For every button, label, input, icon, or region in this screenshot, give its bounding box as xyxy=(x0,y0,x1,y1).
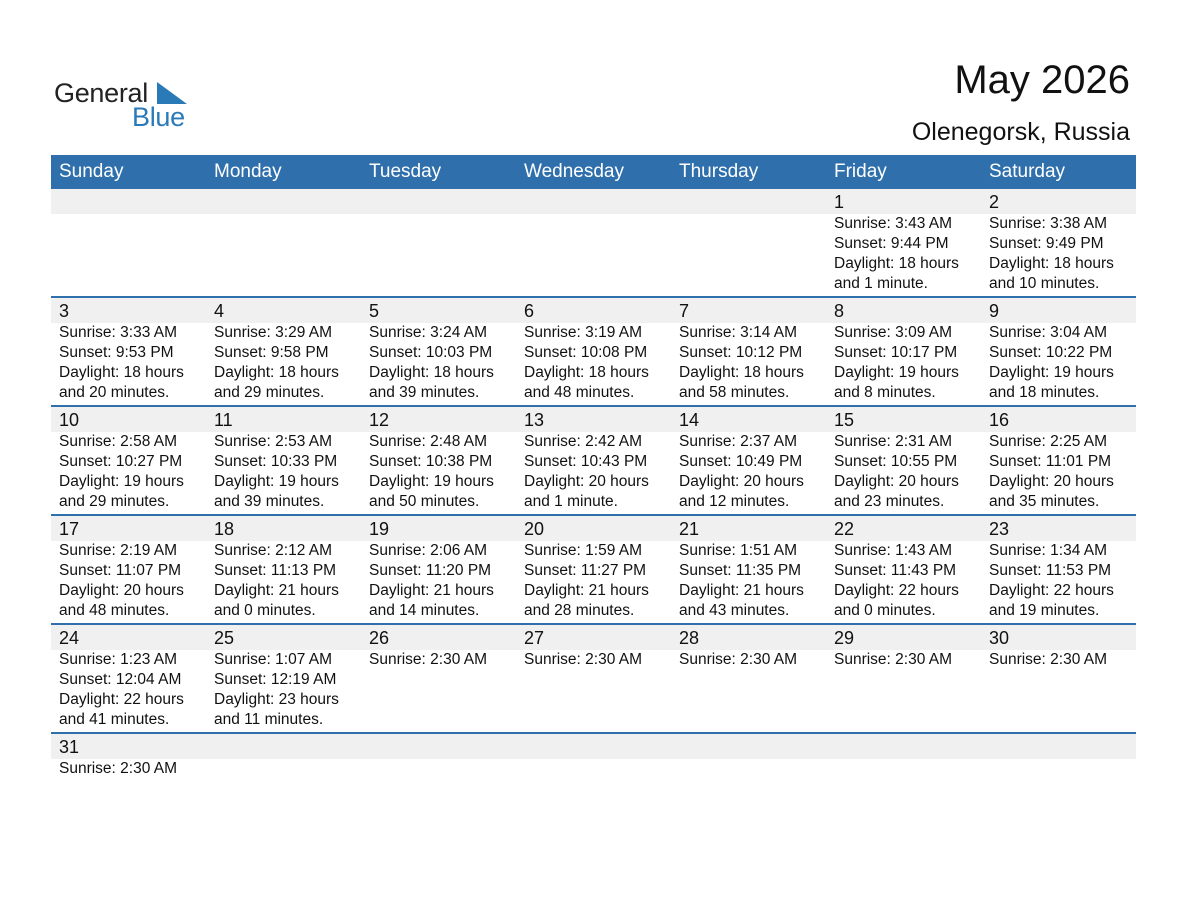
day-detail-line: Sunrise: 3:43 AM xyxy=(834,215,953,232)
day-cell xyxy=(361,625,516,730)
day-detail-line: and 10 minutes. xyxy=(989,275,1100,292)
day-detail-line: Daylight: 19 hours xyxy=(834,364,959,381)
logo-word-blue: Blue xyxy=(132,102,185,132)
day-number: 13 xyxy=(524,410,545,430)
day-detail-line: Sunset: 11:07 PM xyxy=(59,562,182,579)
day-detail-line: Daylight: 18 hours xyxy=(214,364,339,381)
day-detail-line: Daylight: 18 hours xyxy=(989,255,1114,272)
day-cell xyxy=(826,407,981,512)
day-detail-line: Sunrise: 2:30 AM xyxy=(524,651,643,668)
day-detail-line: and 35 minutes. xyxy=(989,493,1100,510)
day-cell xyxy=(826,625,981,730)
day-number: 19 xyxy=(369,519,390,539)
day-cell xyxy=(826,189,981,294)
empty-day-cell xyxy=(516,189,671,294)
day-cell xyxy=(516,516,671,621)
day-detail-line: Daylight: 22 hours xyxy=(989,582,1114,599)
day-cell xyxy=(51,734,206,779)
day-detail-line: Sunset: 11:43 PM xyxy=(834,562,957,579)
day-detail-line: Sunrise: 3:14 AM xyxy=(679,324,798,341)
week-row xyxy=(51,625,1136,734)
week-days xyxy=(51,734,1136,779)
day-cell xyxy=(981,407,1136,512)
empty-day-cell xyxy=(51,189,206,294)
weekday-thursday: Thursday xyxy=(679,161,759,182)
day-detail-line: and 20 minutes. xyxy=(59,384,170,401)
day-detail-line: Sunset: 9:58 PM xyxy=(214,344,329,361)
day-number: 18 xyxy=(214,519,235,539)
day-number: 1 xyxy=(834,192,845,212)
day-detail-line: Daylight: 23 hours xyxy=(214,691,339,708)
day-detail-line: Daylight: 18 hours xyxy=(59,364,184,381)
weekday-header xyxy=(51,155,1136,189)
day-detail-line: Sunrise: 2:30 AM xyxy=(369,651,488,668)
day-detail-line: Sunset: 12:19 AM xyxy=(214,671,337,688)
day-detail-line: and 58 minutes. xyxy=(679,384,790,401)
day-number: 6 xyxy=(524,301,535,321)
day-detail-line: Sunrise: 1:59 AM xyxy=(524,542,643,559)
day-detail-line: Daylight: 21 hours xyxy=(679,582,804,599)
day-number: 5 xyxy=(369,301,380,321)
day-cell xyxy=(826,516,981,621)
day-number: 11 xyxy=(214,410,233,430)
day-detail-line: Sunrise: 1:34 AM xyxy=(989,542,1108,559)
day-detail-line: Sunset: 10:17 PM xyxy=(834,344,958,361)
day-number: 30 xyxy=(989,628,1010,648)
day-detail-line: and 29 minutes. xyxy=(59,493,170,510)
day-detail-line: Sunrise: 1:43 AM xyxy=(834,542,953,559)
weekday-sunday: Sunday xyxy=(59,161,124,182)
month-title: May 2026 xyxy=(954,58,1130,102)
day-number: 9 xyxy=(989,301,1000,321)
day-cell xyxy=(361,516,516,621)
day-cell xyxy=(516,298,671,403)
empty-day-cell xyxy=(206,734,361,779)
day-detail-line: Sunrise: 2:30 AM xyxy=(834,651,953,668)
day-detail-line: and 39 minutes. xyxy=(369,384,480,401)
day-detail-line: Sunrise: 2:37 AM xyxy=(679,433,798,450)
day-detail-line: and 1 minute. xyxy=(524,493,618,510)
empty-day-cell xyxy=(361,189,516,294)
empty-day-cell xyxy=(361,734,516,779)
day-number: 14 xyxy=(679,410,700,430)
day-detail-line: and 8 minutes. xyxy=(834,384,936,401)
week-days xyxy=(51,298,1136,403)
day-detail-line: and 23 minutes. xyxy=(834,493,945,510)
day-detail-line: Daylight: 21 hours xyxy=(524,582,649,599)
week-row xyxy=(51,516,1136,625)
brand-logo xyxy=(54,76,204,136)
day-number: 15 xyxy=(834,410,855,430)
day-number: 16 xyxy=(989,410,1010,430)
day-detail-line: Sunrise: 2:30 AM xyxy=(59,760,178,777)
day-cell xyxy=(206,516,361,621)
day-detail-line: and 43 minutes. xyxy=(679,602,790,619)
day-detail-line: Sunrise: 2:58 AM xyxy=(59,433,178,450)
week-row xyxy=(51,189,1136,298)
empty-day-cell xyxy=(206,189,361,294)
week-days xyxy=(51,407,1136,512)
weekday-tuesday: Tuesday xyxy=(369,161,442,182)
day-detail-line: Sunrise: 2:42 AM xyxy=(524,433,643,450)
weekday-friday: Friday xyxy=(834,161,887,182)
day-detail-line: and 41 minutes. xyxy=(59,711,170,728)
empty-day-cell xyxy=(671,189,826,294)
day-cell xyxy=(981,298,1136,403)
day-detail-line: Daylight: 22 hours xyxy=(834,582,959,599)
empty-day-cell xyxy=(981,734,1136,779)
day-detail-line: and 11 minutes. xyxy=(214,711,324,728)
day-number: 22 xyxy=(834,519,855,539)
day-cell xyxy=(51,516,206,621)
week-days xyxy=(51,625,1136,730)
day-cell xyxy=(671,407,826,512)
day-cell xyxy=(981,625,1136,730)
day-detail-line: and 29 minutes. xyxy=(214,384,325,401)
day-cell xyxy=(826,298,981,403)
day-detail-line: and 1 minute. xyxy=(834,275,928,292)
day-number: 24 xyxy=(59,628,80,648)
day-detail-line: Daylight: 21 hours xyxy=(369,582,494,599)
day-cell xyxy=(51,625,206,730)
day-detail-line: Daylight: 18 hours xyxy=(679,364,804,381)
week-row xyxy=(51,734,1136,834)
day-detail-line: Daylight: 19 hours xyxy=(989,364,1114,381)
day-cell xyxy=(516,625,671,730)
day-cell xyxy=(361,407,516,512)
day-detail-line: Daylight: 20 hours xyxy=(59,582,184,599)
day-detail-line: Sunset: 10:03 PM xyxy=(369,344,493,361)
day-cell xyxy=(981,516,1136,621)
week-row xyxy=(51,298,1136,407)
day-cell xyxy=(206,407,361,512)
empty-day-cell xyxy=(516,734,671,779)
day-number: 29 xyxy=(834,628,855,648)
day-detail-line: Sunrise: 3:24 AM xyxy=(369,324,488,341)
day-number: 12 xyxy=(369,410,390,430)
day-detail-line: Daylight: 21 hours xyxy=(214,582,339,599)
day-detail-line: Sunrise: 2:53 AM xyxy=(214,433,333,450)
day-detail-line: Sunrise: 2:12 AM xyxy=(214,542,333,559)
day-detail-line: Sunset: 10:12 PM xyxy=(679,344,803,361)
empty-day-cell xyxy=(826,734,981,779)
day-detail-line: Daylight: 18 hours xyxy=(369,364,494,381)
day-cell xyxy=(671,298,826,403)
day-detail-line: Sunrise: 3:29 AM xyxy=(214,324,333,341)
day-cell xyxy=(51,407,206,512)
day-number: 21 xyxy=(679,519,700,539)
weekday-wednesday: Wednesday xyxy=(524,161,624,182)
day-detail-line: Daylight: 19 hours xyxy=(59,473,184,490)
day-number: 28 xyxy=(679,628,700,648)
day-detail-line: Sunrise: 3:19 AM xyxy=(524,324,643,341)
day-number: 23 xyxy=(989,519,1010,539)
day-detail-line: Daylight: 20 hours xyxy=(679,473,804,490)
day-detail-line: and 18 minutes. xyxy=(989,384,1100,401)
day-cell xyxy=(361,298,516,403)
day-number: 25 xyxy=(214,628,235,648)
day-detail-line: Sunrise: 2:30 AM xyxy=(679,651,798,668)
day-detail-line: and 19 minutes. xyxy=(989,602,1100,619)
day-number: 17 xyxy=(59,519,80,539)
day-cell xyxy=(671,625,826,730)
day-detail-line: Sunrise: 1:23 AM xyxy=(59,651,178,668)
day-detail-line: Daylight: 18 hours xyxy=(834,255,959,272)
day-cell xyxy=(981,189,1136,294)
day-detail-line: Sunset: 9:49 PM xyxy=(989,235,1104,252)
day-detail-line: Sunrise: 3:09 AM xyxy=(834,324,953,341)
day-detail-line: and 39 minutes. xyxy=(214,493,325,510)
day-detail-line: Sunset: 10:08 PM xyxy=(524,344,648,361)
day-detail-line: and 28 minutes. xyxy=(524,602,635,619)
day-detail-line: Sunrise: 2:19 AM xyxy=(59,542,178,559)
week-days xyxy=(51,516,1136,621)
day-number: 8 xyxy=(834,301,845,321)
day-number: 3 xyxy=(59,301,70,321)
day-detail-line: Daylight: 19 hours xyxy=(214,473,339,490)
day-detail-line: Sunset: 11:53 PM xyxy=(989,562,1112,579)
day-detail-line: Daylight: 20 hours xyxy=(524,473,649,490)
day-detail-line: Sunset: 10:38 PM xyxy=(369,453,493,470)
day-detail-line: Sunrise: 3:04 AM xyxy=(989,324,1108,341)
day-detail-line: Sunset: 11:13 PM xyxy=(214,562,337,579)
day-cell xyxy=(51,298,206,403)
week-days xyxy=(51,189,1136,294)
day-number: 31 xyxy=(59,737,80,757)
day-cell xyxy=(206,298,361,403)
weekday-saturday: Saturday xyxy=(989,161,1066,182)
day-detail-line: Sunset: 9:53 PM xyxy=(59,344,174,361)
day-detail-line: Daylight: 18 hours xyxy=(524,364,649,381)
day-detail-line: and 48 minutes. xyxy=(59,602,170,619)
day-detail-line: Sunrise: 2:25 AM xyxy=(989,433,1108,450)
day-detail-line: Daylight: 20 hours xyxy=(834,473,959,490)
day-detail-line: Sunrise: 1:07 AM xyxy=(214,651,333,668)
day-detail-line: Sunrise: 2:31 AM xyxy=(834,433,953,450)
day-detail-line: Daylight: 20 hours xyxy=(989,473,1114,490)
empty-day-cell xyxy=(671,734,826,779)
day-detail-line: Sunset: 12:04 AM xyxy=(59,671,182,688)
day-detail-line: Daylight: 19 hours xyxy=(369,473,494,490)
day-detail-line: Sunrise: 2:30 AM xyxy=(989,651,1108,668)
logo-triangle-icon xyxy=(157,82,187,104)
day-cell xyxy=(516,407,671,512)
day-number: 10 xyxy=(59,410,80,430)
day-detail-line: Sunrise: 3:38 AM xyxy=(989,215,1108,232)
day-detail-line: and 12 minutes. xyxy=(679,493,790,510)
day-detail-line: Sunset: 11:01 PM xyxy=(989,453,1112,470)
week-row xyxy=(51,407,1136,516)
calendar-grid xyxy=(51,189,1136,834)
day-detail-line: Sunrise: 2:06 AM xyxy=(369,542,488,559)
day-detail-line: Sunset: 11:35 PM xyxy=(679,562,802,579)
day-number: 27 xyxy=(524,628,545,648)
day-detail-line: Sunset: 10:55 PM xyxy=(834,453,958,470)
day-cell xyxy=(671,516,826,621)
day-detail-line: Sunrise: 1:51 AM xyxy=(679,542,798,559)
day-detail-line: Sunset: 10:49 PM xyxy=(679,453,803,470)
day-detail-line: Sunset: 10:27 PM xyxy=(59,453,183,470)
day-detail-line: and 0 minutes. xyxy=(834,602,936,619)
location-subtitle: Olenegorsk, Russia xyxy=(911,118,1130,146)
day-detail-line: Sunrise: 2:48 AM xyxy=(369,433,488,450)
logo-word-general: General xyxy=(54,78,148,108)
weekday-monday: Monday xyxy=(214,161,282,182)
day-number: 7 xyxy=(679,301,690,321)
day-detail-line: and 48 minutes. xyxy=(524,384,635,401)
day-number: 4 xyxy=(214,301,225,321)
day-detail-line: Sunset: 10:33 PM xyxy=(214,453,338,470)
day-detail-line: Sunset: 10:22 PM xyxy=(989,344,1113,361)
day-detail-line: Sunset: 11:27 PM xyxy=(524,562,647,579)
day-number: 26 xyxy=(369,628,390,648)
day-detail-line: and 50 minutes. xyxy=(369,493,480,510)
day-detail-line: and 0 minutes. xyxy=(214,602,316,619)
day-number: 20 xyxy=(524,519,545,539)
day-detail-line: Daylight: 22 hours xyxy=(59,691,184,708)
day-detail-line: Sunset: 10:43 PM xyxy=(524,453,648,470)
day-detail-line: Sunset: 11:20 PM xyxy=(369,562,492,579)
day-cell xyxy=(206,625,361,730)
day-number: 2 xyxy=(989,192,1000,212)
day-detail-line: and 14 minutes. xyxy=(369,602,480,619)
day-detail-line: Sunset: 9:44 PM xyxy=(834,235,949,252)
day-detail-line: Sunrise: 3:33 AM xyxy=(59,324,178,341)
